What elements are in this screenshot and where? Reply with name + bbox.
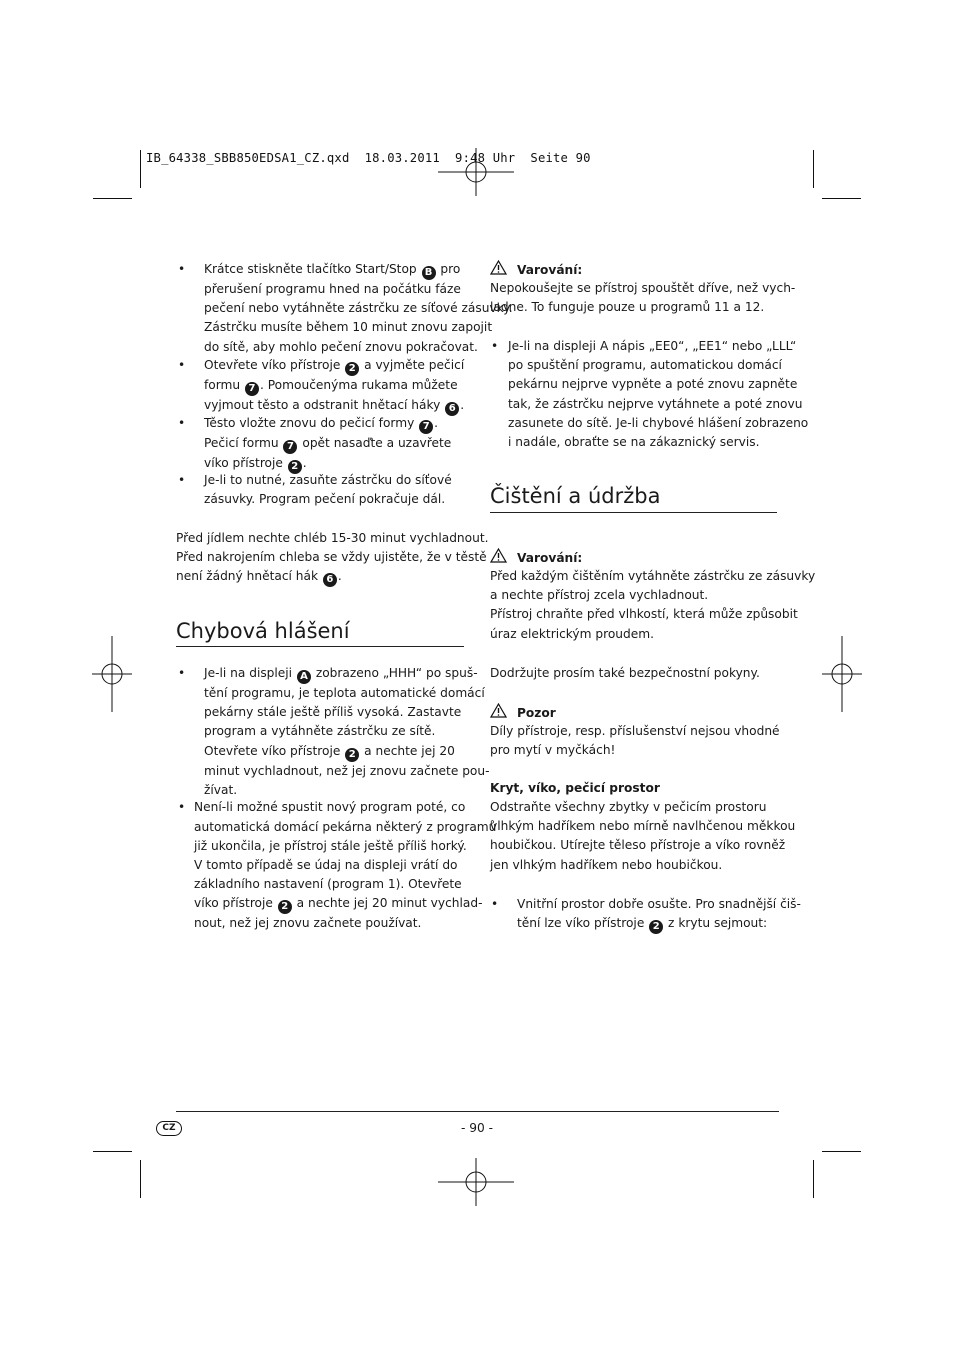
text-line: víko přístroje 2 . bbox=[204, 455, 307, 472]
warning-title: Varování: bbox=[517, 551, 583, 565]
registration-mark-icon bbox=[804, 636, 880, 712]
text-line: a nechte přístroj zcela vychladnout. bbox=[490, 588, 709, 603]
part-reference-icon: 7 bbox=[419, 420, 433, 434]
text-line: Dodržujte prosím také bezpečnostní pokyny. bbox=[490, 666, 760, 680]
text-line: po spuštění programu, automatickou domácí bbox=[508, 358, 782, 373]
text-line: Odstraňte všechny zbytky v pečicím prostoru bbox=[490, 800, 767, 814]
text-line: Přístroj chraňte před vlhkostí, která může způsobit bbox=[490, 607, 798, 622]
text-line: Před každým čištěním vytáhněte zástrčku ze zásuvky bbox=[490, 569, 816, 583]
part-reference-icon: 2 bbox=[649, 920, 663, 934]
text-line: formu 7 . Pomoučenýma rukama můžete bbox=[204, 378, 458, 394]
bullet-text bbox=[204, 664, 490, 800]
part-reference-icon: B bbox=[422, 266, 436, 280]
text-line: pečení nebo vytáhněte zástrčku ze síťové zásuvky. bbox=[204, 301, 513, 316]
bullet-icon: • bbox=[178, 473, 186, 488]
warning-text bbox=[490, 567, 815, 644]
text-line: pro mytí v myčkách! bbox=[490, 743, 616, 758]
warning-icon bbox=[490, 548, 507, 563]
registration-mark-icon bbox=[74, 636, 150, 712]
text-line: přerušení programu hned na počátku fáze bbox=[204, 282, 461, 296]
paragraph bbox=[176, 529, 489, 587]
part-reference-icon: 2 bbox=[345, 748, 359, 762]
bullet-text bbox=[204, 471, 452, 509]
text-line: tak, že zástrčku nejprve vytáhnete a poté znovu bbox=[508, 396, 803, 411]
part-reference-icon: 7 bbox=[245, 382, 259, 396]
bullet-icon: • bbox=[178, 358, 186, 372]
text-line: není žádný hnětací hák 6 . bbox=[176, 569, 342, 586]
text-line: Zástrčku musíte během 10 minut znovu zapojit bbox=[204, 320, 493, 335]
crop-mark bbox=[813, 1160, 814, 1198]
country-badge: CZ bbox=[156, 1121, 182, 1136]
text-line: Pečicí formu 7 opět nasaďte a uzavřete bbox=[204, 435, 452, 452]
text-line: houbičkou. Utírejte těleso přístroje a víko rovněž bbox=[490, 838, 786, 853]
part-reference-icon: 6 bbox=[323, 573, 337, 587]
warning-title: Varování: bbox=[517, 263, 583, 277]
bullet-icon: • bbox=[491, 339, 499, 353]
text-line: Před nakrojením chleba se vždy ujistěte, že v těstě bbox=[176, 550, 487, 565]
crop-mark bbox=[813, 150, 814, 188]
bullet-text bbox=[204, 414, 451, 474]
text-line: do sítě, aby mohlo pečení znovu pokračovat. bbox=[204, 339, 478, 354]
part-reference-icon: 2 bbox=[345, 362, 359, 376]
warning-heading bbox=[490, 260, 582, 280]
crop-mark bbox=[140, 150, 141, 188]
text-line: Není-li možné spustit nový program poté, co bbox=[194, 800, 466, 815]
text-line: Před jídlem nechte chléb 15-30 minut vychladnout. bbox=[176, 531, 489, 545]
section-heading: Čištění a údržba bbox=[490, 484, 661, 508]
bullet-text bbox=[204, 356, 464, 416]
warning-heading bbox=[490, 703, 556, 723]
text-line: Krátce stiskněte tlačítko Start/Stop B pro bbox=[204, 262, 461, 278]
part-reference-icon: 2 bbox=[278, 900, 292, 914]
bullet-icon: • bbox=[178, 800, 186, 815]
text-line: Vnitřní prostor dobře osušte. Pro snadnější čiš- bbox=[517, 897, 801, 911]
text-line: víko přístroje 2 a nechte jej 20 minut vychlad- bbox=[194, 896, 483, 913]
heading-rule bbox=[176, 646, 464, 647]
text-line: ladne. To funguje pouze u programů 11 a 12. bbox=[490, 300, 765, 315]
text-line: jen vlhkým hadříkem nebo houbičkou. bbox=[490, 857, 723, 872]
section-heading: Chybová hlášení bbox=[176, 619, 350, 643]
heading-rule bbox=[490, 512, 777, 513]
warning-icon bbox=[490, 260, 507, 275]
text-line: Těsto vložte znovu do pečicí formy 7 . bbox=[204, 415, 439, 432]
page-number: - 90 - bbox=[460, 1121, 494, 1135]
text-line: tění programu, je teplota automatické domácí bbox=[204, 686, 485, 700]
text-line: Otevřete víko přístroje 2 a vyjměte pečicí bbox=[204, 358, 465, 374]
text-line: žívat. bbox=[204, 782, 238, 797]
text-line: Otevřete víko přístroje 2 a nechte jej 20 bbox=[204, 743, 455, 760]
bullet-text bbox=[517, 895, 801, 934]
text-line: Nepokoušejte se přístroj spouštět dříve, než vych- bbox=[490, 281, 796, 295]
text-line: již ukončila, je přístroj stále ještě příliš horký. bbox=[194, 838, 467, 853]
warning-title: Pozor bbox=[517, 706, 556, 720]
text-line: Je-li na displeji A nápis „EE0“, „EE1“ nebo „LLL“ bbox=[508, 339, 797, 353]
bullet-text bbox=[194, 798, 499, 933]
crop-mark bbox=[822, 198, 861, 199]
paragraph bbox=[490, 664, 760, 683]
bullet-text bbox=[204, 260, 513, 357]
text-line: vyjmout těsto a odstranit hnětací háky 6 . bbox=[204, 398, 465, 414]
footer-rule bbox=[176, 1111, 779, 1112]
subheading bbox=[490, 779, 660, 798]
crop-mark bbox=[140, 1160, 141, 1198]
part-reference-icon: A bbox=[297, 670, 311, 684]
crop-mark bbox=[822, 1151, 861, 1152]
text-line: Je-li to nutné, zasuňte zástrčku do síťové bbox=[204, 473, 452, 488]
text-line: základního nastavení (program 1). Otevřete bbox=[194, 877, 462, 892]
print-slug: IB_64338_SBB850EDSA1_CZ.qxd 18.03.2011 9:48 Uhr Seite 90 bbox=[146, 151, 591, 165]
warning-heading bbox=[490, 548, 582, 568]
text-line: zásuvky. Program pečení pokračuje dál. bbox=[204, 492, 446, 507]
registration-mark-icon bbox=[438, 134, 514, 210]
text-line: pekárny stále ještě příliš vysoká. Zastavte bbox=[204, 705, 462, 720]
part-reference-icon: 7 bbox=[283, 440, 297, 454]
text-line: vlhkým hadříkem nebo mírně navlhčenou měkkou bbox=[490, 819, 796, 834]
text-line: automatická domácí pekárna některý z programů bbox=[194, 819, 497, 834]
caution-text bbox=[490, 722, 780, 760]
bullet-icon: • bbox=[491, 897, 499, 911]
bullet-text bbox=[508, 337, 808, 452]
crop-mark bbox=[93, 198, 132, 199]
bullet-icon: • bbox=[178, 666, 186, 680]
warning-text bbox=[490, 279, 795, 317]
part-reference-icon: 2 bbox=[288, 460, 302, 474]
text-line: Díly přístroje, resp. příslušenství nejsou vhodné bbox=[490, 724, 780, 738]
part-reference-icon: 6 bbox=[445, 402, 459, 416]
text-line: Kryt, víko, pečicí prostor bbox=[490, 781, 660, 795]
text-line: i nadále, obraťte se na zákaznický servis. bbox=[508, 435, 760, 450]
text-line: zasunete do sítě. Je-li chybové hlášení zobrazeno bbox=[508, 415, 809, 430]
text-line: minut vychladnout, než jej znovu začnete pou- bbox=[204, 763, 490, 778]
text-line: nout, než jej znovu začnete používat. bbox=[194, 916, 422, 931]
paragraph bbox=[490, 798, 795, 875]
crop-mark bbox=[93, 1151, 132, 1152]
text-line: tění lze víko přístroje 2 z krytu sejmout: bbox=[517, 916, 768, 933]
text-line: Je-li na displeji A zobrazeno „HHH“ po spuš- bbox=[204, 666, 478, 682]
registration-mark-icon bbox=[438, 1144, 514, 1220]
text-line: úraz elektrickým proudem. bbox=[490, 626, 655, 641]
text-line: pekárnu nejprve vypněte a poté znovu zapněte bbox=[508, 377, 798, 392]
bullet-icon: • bbox=[178, 262, 186, 276]
text-line: program a vytáhněte zástrčku ze sítě. bbox=[204, 724, 436, 739]
caution-icon bbox=[490, 703, 507, 718]
bullet-icon: • bbox=[178, 415, 186, 430]
text-line: V tomto případě se údaj na displeji vrátí do bbox=[194, 858, 458, 872]
